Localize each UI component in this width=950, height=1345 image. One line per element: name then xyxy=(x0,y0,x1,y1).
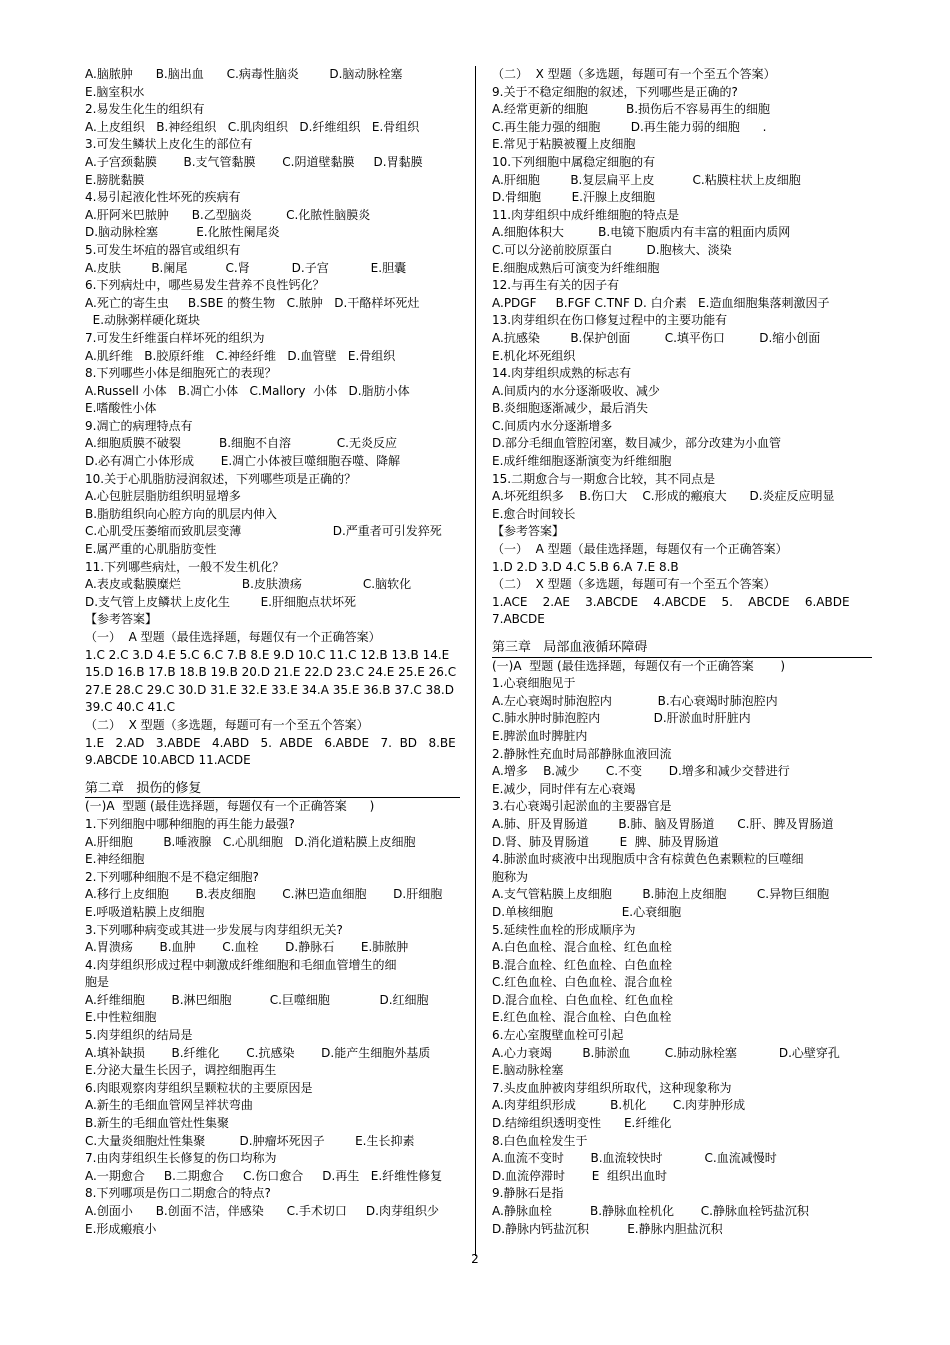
text-line: 5.可发生坏疽的器官或组织有 xyxy=(85,242,241,257)
text-line: 【参考答案】 xyxy=(85,612,158,627)
text-line: D.单核细胞 E.心衰细胞 xyxy=(492,904,682,919)
chapter-heading: 第二章 损伤的修复 xyxy=(85,780,460,799)
text-line: (一)A 型题 (最佳选择题，每题仅有一个正确答案 ) xyxy=(492,658,786,673)
text-line: D.脑动脉栓塞 E.化脓性阑尾炎 xyxy=(85,225,280,240)
text-line: 1.下列细胞中哪种细胞的再生能力最强? xyxy=(85,816,295,831)
text-line: 4.肉芽组织形成过程中刺激成纤维细胞和毛细血管增生的细 xyxy=(85,957,397,972)
text-line: 15.二期愈合与一期愈合比较，其不同点是 xyxy=(492,471,716,486)
text-line: 27.E 28.C 29.C 30.D 31.E 32.E 33.E 34.A 35.E 36.B 37.C 38.D xyxy=(85,682,454,697)
text-line: A.血流不变时 B.血流较快时 C.血流减慢时 xyxy=(492,1151,777,1166)
text-line: 1.ACE 2.AE 3.ABCDE 4.ABCDE 5. ABCDE 6.ABDE xyxy=(492,594,850,609)
text-line: C.大量炎细胞灶性集聚 D.肿瘤坏死因子 E.生长抑素 xyxy=(85,1133,415,1148)
text-line: D.必有凋亡小体形成 E.凋亡小体被巨噬细胞吞噬、降解 xyxy=(85,454,401,469)
text-line: B.新生的毛细血管灶性集聚 xyxy=(85,1116,230,1131)
text-line: E.膀胱黏膜 xyxy=(85,172,145,187)
text-line: A.肝细胞 B.唾液腺 C.心肌细胞 D.消化道粘膜上皮细胞 xyxy=(85,834,416,849)
text-line: E.脑动脉栓塞 xyxy=(492,1063,564,1078)
text-line: A.肺、肝及胃肠道 B.肺、脑及胃肠道 C.肝、脾及胃肠道 xyxy=(492,816,834,831)
text-line: E.中性粒细胞 xyxy=(85,1010,157,1025)
text-line: A.心包脏层脂肪组织明显增多 xyxy=(85,489,241,504)
text-line: 3.可发生鳞状上皮化生的部位有 xyxy=(85,137,253,152)
text-line: （一） A 型题（最佳选择题，每题仅有一个正确答案） xyxy=(492,542,788,557)
text-line: 39.C 40.C 41.C xyxy=(85,700,176,715)
text-line: （二） X 型题（多选题，每题可有一个至五个答案） xyxy=(492,577,776,592)
text-line: E.脾淤血时脾脏内 xyxy=(492,728,588,743)
text-line: (一)A 型题 (最佳选择题，每题仅有一个正确答案 ) xyxy=(85,799,375,814)
text-line: D.血流停滞时 E 组织出血时 xyxy=(492,1168,667,1183)
text-line: A.间质内的水分逐渐吸收、减少 xyxy=(492,383,660,398)
text-line: A.静脉血栓 B.静脉血栓机化 C.静脉血栓钙盐沉积 xyxy=(492,1204,809,1218)
text-line: 4.易引起液化性坏死的疾病有 xyxy=(85,190,241,205)
text-line: 8.下列哪项是伤口二期愈合的特点? xyxy=(85,1186,271,1201)
text-line: A.白色血栓、混合血栓、红色血栓 xyxy=(492,940,672,955)
text-line: D.部分毛细血管腔闭塞，数目减少，部分改建为小血管 xyxy=(492,436,782,451)
right-column xyxy=(492,66,872,1238)
text-line: 3.右心衰竭引起淤血的主要器官是 xyxy=(492,799,672,814)
text-line: A.增多 B.减少 C.不变 D.增多和减少交替进行 xyxy=(492,764,790,779)
text-line: A.死亡的寄生虫 B.SBE 的赘生物 C.脓肿 D.干酪样坏死灶 xyxy=(85,295,420,310)
text-line: A.左心衰竭时肺泡腔内 B.右心衰竭时肺泡腔内 xyxy=(492,693,778,708)
text-line: 2.下列哪种细胞不是不稳定细胞? xyxy=(85,869,259,884)
text-line: 7.由肉芽组织生长修复的伤口均称为 xyxy=(85,1151,277,1166)
text-line: A.心力衰竭 B.肺淤血 C.肺动脉栓塞 D.心壁穿孔 xyxy=(492,1045,840,1060)
text-line: E.机化坏死组织 xyxy=(492,348,576,363)
text-line: D.肾、肺及胃肠道 E 脾、肺及胃肠道 xyxy=(492,834,719,849)
text-line: A.抗感染 B.保护创面 C.填平伤口 D.缩小创面 xyxy=(492,330,821,345)
text-line: A.肌纤维 B.胶原纤维 C.神经纤维 D.血管壁 E.骨组织 xyxy=(85,348,396,363)
text-line: C.可以分泌前胶原蛋白 D.胞核大、淡染 xyxy=(492,242,732,257)
text-line: 【参考答案】 xyxy=(492,524,565,539)
text-line: C.红色血栓、白色血栓、混合血栓 xyxy=(492,975,673,990)
text-line: A.PDGF B.FGF C.TNF D. 白介素 E.造血细胞集落刺激因子 xyxy=(492,295,830,310)
text-line: 2.易发生化生的组织有 xyxy=(85,102,205,117)
text-line: A.坏死组织多 B.伤口大 C.形成的瘢痕大 D.炎症反应明显 xyxy=(492,489,835,504)
text-line: 15.D 16.B 17.B 18.B 19.B 20.D 21.E 22.D 23.C 24.E 25.E 26.C xyxy=(85,665,457,680)
text-line: A.细胞体积大 B.电镜下胞质内有丰富的粗面内质网 xyxy=(492,225,791,240)
text-line: E.常见于粘膜被覆上皮细胞 xyxy=(492,137,636,152)
text-line: D.混合血栓、白色血栓、红色血栓 xyxy=(492,992,674,1007)
text-line: E.动脉粥样硬化斑块 xyxy=(85,313,201,328)
text-line: 6.肉眼观察肉芽组织呈颗粒状的主要原因是 xyxy=(85,1080,313,1095)
text-line: B.混合血栓、红色血栓、白色血栓 xyxy=(492,957,673,972)
text-line: E.神经细胞 xyxy=(85,852,145,867)
text-line: E.脑室积水 xyxy=(85,84,145,99)
text-line: （二） X 型题（多选题，每题可有一个至五个答案） xyxy=(85,717,369,732)
text-line: A.肉芽组织形成 B.机化 C.肉芽肿形成 xyxy=(492,1098,746,1113)
text-line: B.炎细胞逐渐减少，最后消失 xyxy=(492,401,649,416)
text-line: B.脂肪组织向心腔方向的肌层内伸入 xyxy=(85,506,278,521)
text-line: E.形成瘢痕小 xyxy=(85,1221,157,1236)
text-line: 9.关于不稳定细胞的叙述，下列哪些是正确的? xyxy=(492,84,738,99)
text-line: 7.头皮血肿被肉芽组织所取代，这种现象称为 xyxy=(492,1080,732,1095)
text-line: A.上皮组织 B.神经组织 C.肌肉组织 D.纤维组织 E.骨组织 xyxy=(85,119,420,134)
text-line: A.新生的毛细血管网呈袢状弯曲 xyxy=(85,1098,253,1113)
text-line: 11.下列哪些病灶，一般不发生机化？ xyxy=(85,559,285,574)
left-column xyxy=(85,66,460,1238)
text-line: E.红色血栓、混合血栓、白色血栓 xyxy=(492,1010,672,1025)
text-line: 1.E 2.AD 3.ABDE 4.ABD 5. ABDE 6.ABDE 7. BD 8.BE xyxy=(85,735,456,750)
text-line: A.表皮或黏膜糜烂 B.皮肤溃疡 C.脑软化 xyxy=(85,577,412,592)
text-line: 6.左心室腹壁血栓可引起 xyxy=(492,1028,624,1043)
text-line: A.肝细胞 B.复层扁平上皮 C.粘膜柱状上皮细胞 xyxy=(492,172,801,187)
text-line: A.胃溃疡 B.血肿 C.血栓 D.静脉石 E.肺脓肿 xyxy=(85,940,409,955)
text-line: E.成纤维细胞逐渐演变为纤维细胞 xyxy=(492,454,672,469)
column-divider xyxy=(475,66,476,1256)
text-line: 9.静脉石是指 xyxy=(492,1186,564,1201)
text-line: 8.白色血栓发生于 xyxy=(492,1133,588,1148)
text-line: 6.下列病灶中，哪些易发生营养不良性钙化？ xyxy=(85,278,325,293)
text-line: 胞是 xyxy=(85,975,110,990)
text-line: 11.肉芽组织中成纤维细胞的特点是 xyxy=(492,207,680,222)
text-line: （一） A 型题（最佳选择题，每题仅有一个正确答案） xyxy=(85,630,381,644)
text-line: A.经常更新的细胞 B.损伤后不容易再生的细胞 xyxy=(492,102,771,117)
text-line: 7.ABCDE xyxy=(492,612,545,627)
text-line: 8.下列哪些小体是细胞死亡的表现？ xyxy=(85,366,277,381)
text-line: 10.关于心肌脂肪浸润叙述，下列哪些项是正确的？ xyxy=(85,471,357,486)
text-line: D.骨细胞 E.汗腺上皮细胞 xyxy=(492,190,655,205)
text-line: D.结缔组织透明变性 E.纤维化 xyxy=(492,1116,672,1131)
text-line: A.皮肤 B.阑尾 C.肾 D.子宫 E.胆囊 xyxy=(85,260,407,275)
text-line: E.嗜酸性小体 xyxy=(85,401,157,416)
text-line: 9.ABCDE 10.ABCD 11.ACDE xyxy=(85,753,251,768)
text-line: D.静脉内钙盐沉积 E.静脉内胆盐沉积 xyxy=(492,1221,723,1236)
text-line: E.属严重的心肌脂肪变性 xyxy=(85,542,217,557)
text-line: 9.凋亡的病理特点有 xyxy=(85,418,193,433)
text-line: A.脑脓肿 B.脑出血 C.病毒性脑炎 D.脑动脉栓塞 xyxy=(85,67,403,81)
text-line: 3.下列哪种病变或其进一步发展与肉芽组织无关? xyxy=(85,922,343,937)
text-line: A.创面小 B.创面不洁，伴感染 C.手术切口 D.肉芽组织少 xyxy=(85,1204,439,1218)
text-line: E.减少，同时伴有左心衰竭 xyxy=(492,781,636,796)
text-line: 5.延续性血栓的形成顺序为 xyxy=(492,922,636,937)
text-line: 1.C 2.C 3.D 4.E 5.C 6.C 7.B 8.E 9.D 10.C 11.C 12.B 13.B 14.E xyxy=(85,647,450,662)
text-line: （二） X 型题（多选题，每题可有一个至五个答案） xyxy=(492,67,776,81)
chapter-heading: 第三章 局部血液循环障碍 xyxy=(492,639,872,658)
text-line: A.纤维细胞 B.淋巴细胞 C.巨噬细胞 D.红细胞 xyxy=(85,992,429,1007)
text-line: 14.肉芽组织成熟的标志有 xyxy=(492,366,632,381)
text-line: 7.可发生纤维蛋白样坏死的组织为 xyxy=(85,330,265,345)
text-line: 10.下列细胞中属稳定细胞的有 xyxy=(492,154,656,169)
text-line: C.心肌受压萎缩而致肌层变薄 D.严重者可引发猝死 xyxy=(85,524,442,539)
text-line: A.填补缺损 B.纤维化 C.抗感染 D.能产生细胞外基质 xyxy=(85,1045,431,1060)
page-number: 2 xyxy=(471,1252,479,1266)
text-line: 胞称为 xyxy=(492,869,529,884)
text-line: E.呼吸道粘膜上皮细胞 xyxy=(85,904,205,919)
text-line: E.愈合时间较长 xyxy=(492,506,576,521)
text-line: A.支气管粘膜上皮细胞 B.肺泡上皮细胞 C.异物巨细胞 xyxy=(492,887,830,902)
text-line: 13.肉芽组织在伤口修复过程中的主要功能有 xyxy=(492,313,728,328)
text-line: A.肝阿米巴脓肿 B.乙型脑炎 C.化脓性脑膜炎 xyxy=(85,207,371,222)
text-line: 1.心衰细胞见于 xyxy=(492,676,576,691)
text-line: 5.肉芽组织的结局是 xyxy=(85,1028,193,1043)
text-line: A.子宫颈黏膜 B.支气管黏膜 C.阴道壁黏膜 D.胃黏膜 xyxy=(85,154,423,169)
text-line: A.Russell 小体 B.凋亡小体 C.Mallory 小体 D.脂肪小体 xyxy=(85,383,410,398)
text-line: D.支气管上皮鳞状上皮化生 E.肝细胞点状坏死 xyxy=(85,594,356,609)
text-line: A.细胞质膜不破裂 B.细胞不自溶 C.无炎反应 xyxy=(85,436,397,451)
text-line: E.细胞成熟后可演变为纤维细胞 xyxy=(492,260,660,275)
text-line: 2.静脉性充血时局部静脉血液回流 xyxy=(492,746,672,761)
text-line: 1.D 2.D 3.D 4.C 5.B 6.A 7.E 8.B xyxy=(492,559,679,574)
text-line: A.一期愈合 B.二期愈合 C.伤口愈合 D.再生 E.纤维性修复 xyxy=(85,1168,443,1183)
text-line: A.移行上皮细胞 B.表皮细胞 C.淋巴造血细胞 D.肝细胞 xyxy=(85,887,443,902)
text-line: E.分泌大量生长因子，调控细胞再生 xyxy=(85,1063,277,1078)
text-line: 12.与再生有关的因子有 xyxy=(492,278,620,293)
text-line: C.间质内水分逐渐增多 xyxy=(492,418,613,433)
text-line: C.肺水肿时肺泡腔内 D.肝淤血时肝脏内 xyxy=(492,711,751,726)
text-line: 4.肺淤血时痰液中出现胞质中含有棕黄色色素颗粒的巨噬细 xyxy=(492,852,804,867)
text-line: C.再生能力强的细胞 D.再生能力弱的细胞 . xyxy=(492,119,767,134)
